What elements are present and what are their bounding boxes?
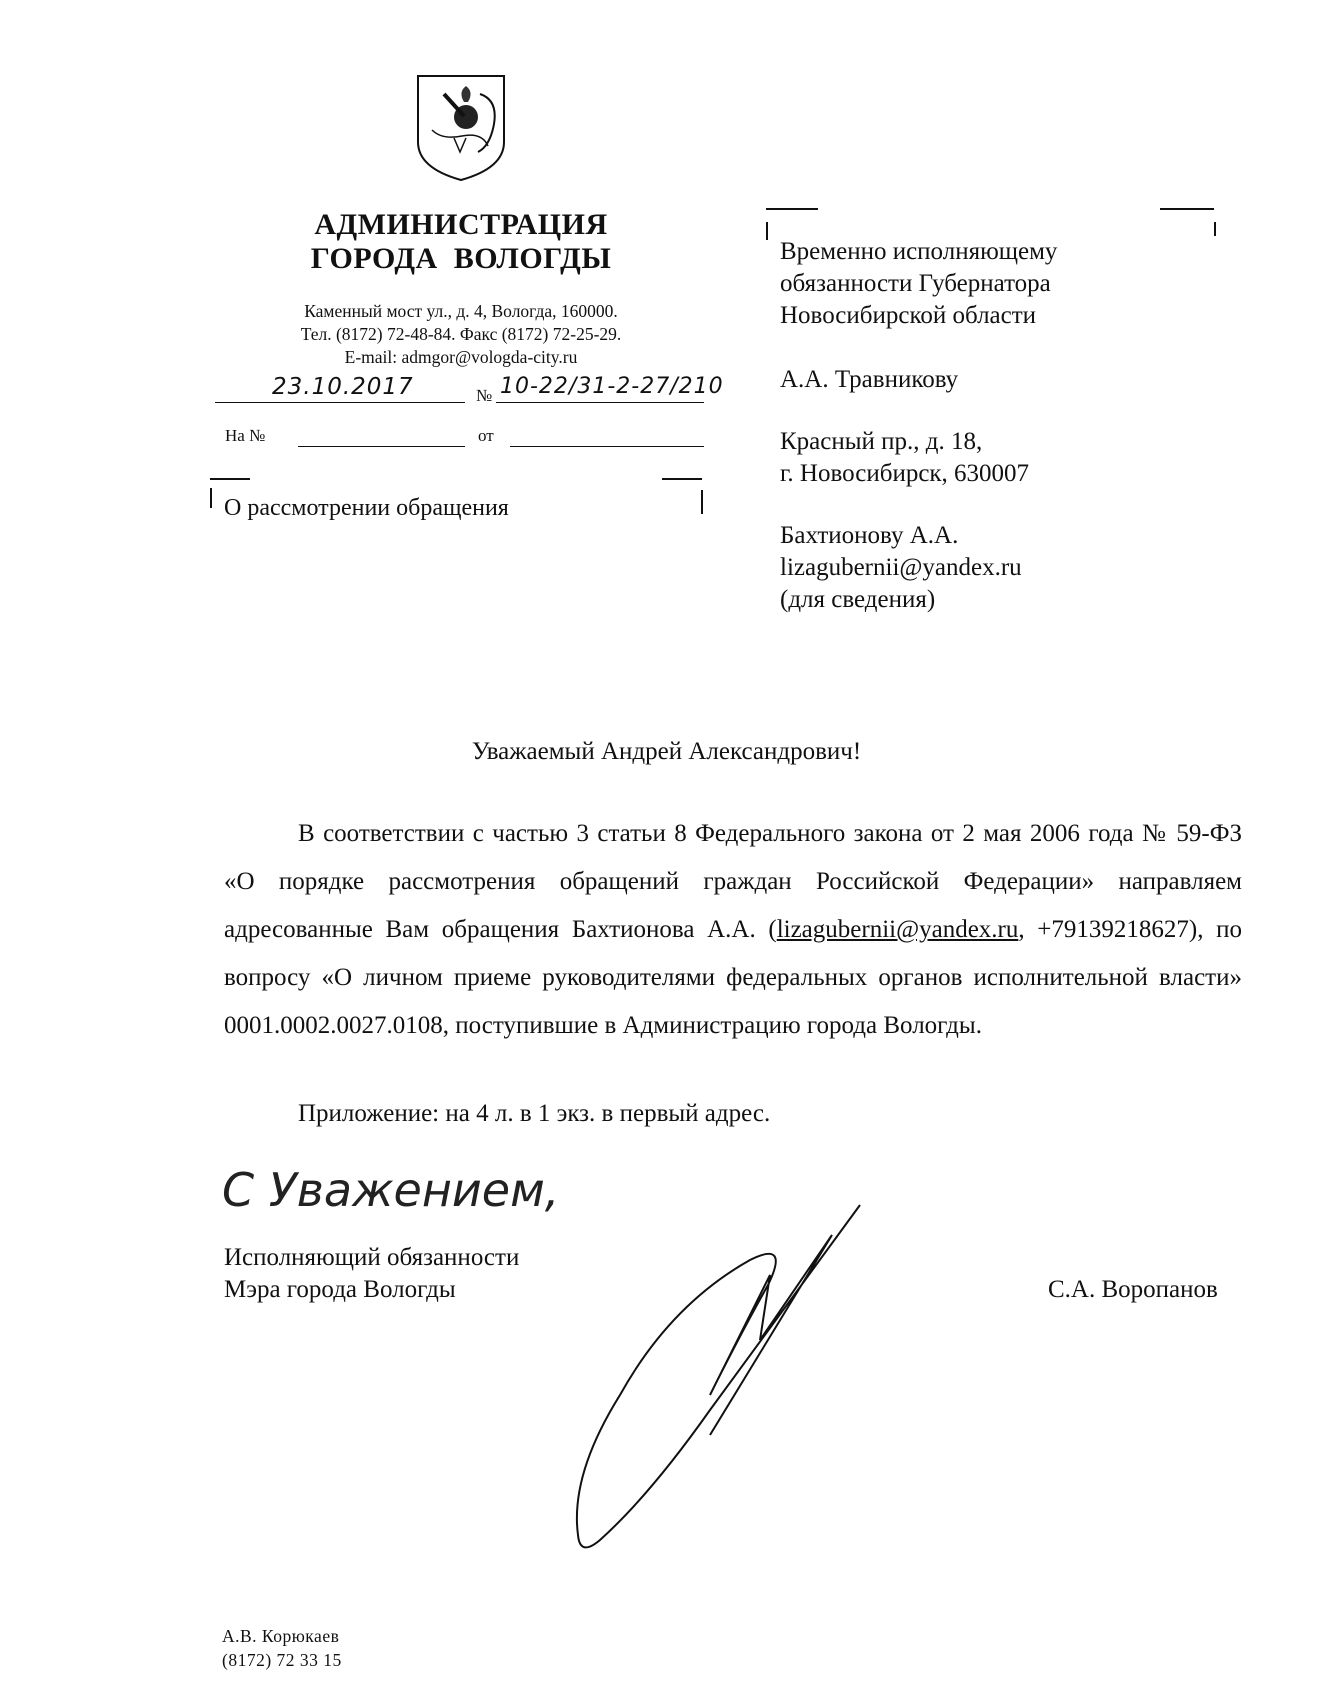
- signatory-name: С.А. Воропанов: [1048, 1276, 1218, 1303]
- registration-number-line: [496, 402, 704, 403]
- recipient-address-line2: г. Новосибирск, 630007: [780, 460, 1030, 487]
- cc-recipient-name: Бахтионову А.А.: [780, 522, 959, 549]
- reference-from-line: [510, 446, 704, 447]
- coat-of-arms-icon: [414, 72, 508, 182]
- signatory-position-line2: Мэра города Вологды: [224, 1276, 456, 1303]
- subject-bracket-top-left: [210, 478, 250, 480]
- recipient-title-line2: обязанности Губернатора: [780, 270, 1051, 297]
- recipient-title-line3: Новосибирской области: [780, 302, 1037, 329]
- organization-phones: Тел. (8172) 72-48-84. Факс (8172) 72-25-29.: [300, 324, 622, 344]
- organization-address: Каменный мост ул., д. 4, Вологда, 160000.: [304, 301, 618, 321]
- recipient-bracket-top-right: [1160, 208, 1214, 210]
- recipient-name: А.А. Травникову: [780, 366, 959, 393]
- reference-number-line: [298, 446, 465, 447]
- registration-number: 10-22/31-2-27/210: [500, 374, 724, 399]
- signatory-position-line1: Исполняющий обязанности: [224, 1244, 520, 1271]
- executor-phone: (8172) 72 33 15: [222, 1650, 342, 1670]
- organization-contacts: [222, 300, 700, 369]
- subject-bracket-right: [701, 490, 703, 514]
- recipient-title-line1: Временно исполняющему: [780, 238, 1058, 265]
- recipient-address-line1: Красный пр., д. 18,: [780, 428, 983, 455]
- organization-name-line1: АДМИНИСТРАЦИЯ: [314, 208, 608, 241]
- reference-number-label: На №: [225, 426, 266, 445]
- recipient-bracket-right: [1214, 222, 1216, 236]
- attachment-note: Приложение: на 4 л. в 1 экз. в первый адрес.: [298, 1100, 771, 1127]
- recipient-bracket-left: [766, 222, 768, 240]
- registration-date-line: [215, 402, 465, 403]
- subject-bracket-left: [210, 488, 212, 508]
- letter-subject: О рассмотрении обращения: [224, 495, 509, 521]
- letter-body-part2: , +79139218627), по вопросу «О личном приеме руководителями федеральных органов исполнительной власти» 0001.0002.0027.0108, поступившие в Администрацию города Вологды.: [224, 916, 1242, 1039]
- organization-email: E-mail: admgor@vologda-city.ru: [344, 347, 578, 367]
- cc-recipient-email: lizagubernii@yandex.ru: [780, 554, 1022, 581]
- recipient-bracket-top-left: [766, 208, 818, 210]
- registration-number-label: №: [476, 386, 493, 405]
- executor-name: А.В. Корюкаев: [222, 1626, 340, 1646]
- signatory-position: [224, 1242, 519, 1306]
- letter-body: [224, 810, 1242, 1050]
- organization-name-line2: ГОРОДА ВОЛОГДЫ: [310, 242, 612, 275]
- salutation: Уважаемый Андрей Александрович!: [471, 738, 862, 765]
- letter-body-part1: В соответствии с частью 3 статьи 8 Федерального закона от 2 мая 2006 года № 59-ФЗ «О порядке рассмотрения обращений граждан Российской Федерации» направляем адресованные Вам обращения Бахтионова А.А. (: [224, 820, 1242, 943]
- executor-block: [222, 1624, 342, 1672]
- recipient-block: [780, 236, 1057, 616]
- organization-name: [222, 208, 700, 276]
- letter-body-email: lizagubernii@yandex.ru: [776, 916, 1019, 943]
- handwritten-signature: [560, 1195, 920, 1565]
- registration-date: 23.10.2017: [272, 374, 414, 400]
- reference-from-label: от: [478, 426, 494, 445]
- cc-recipient-note: (для сведения): [780, 586, 936, 613]
- handwritten-closing-text: С Уважением,: [222, 1163, 560, 1217]
- subject-bracket-top-right: [662, 478, 702, 480]
